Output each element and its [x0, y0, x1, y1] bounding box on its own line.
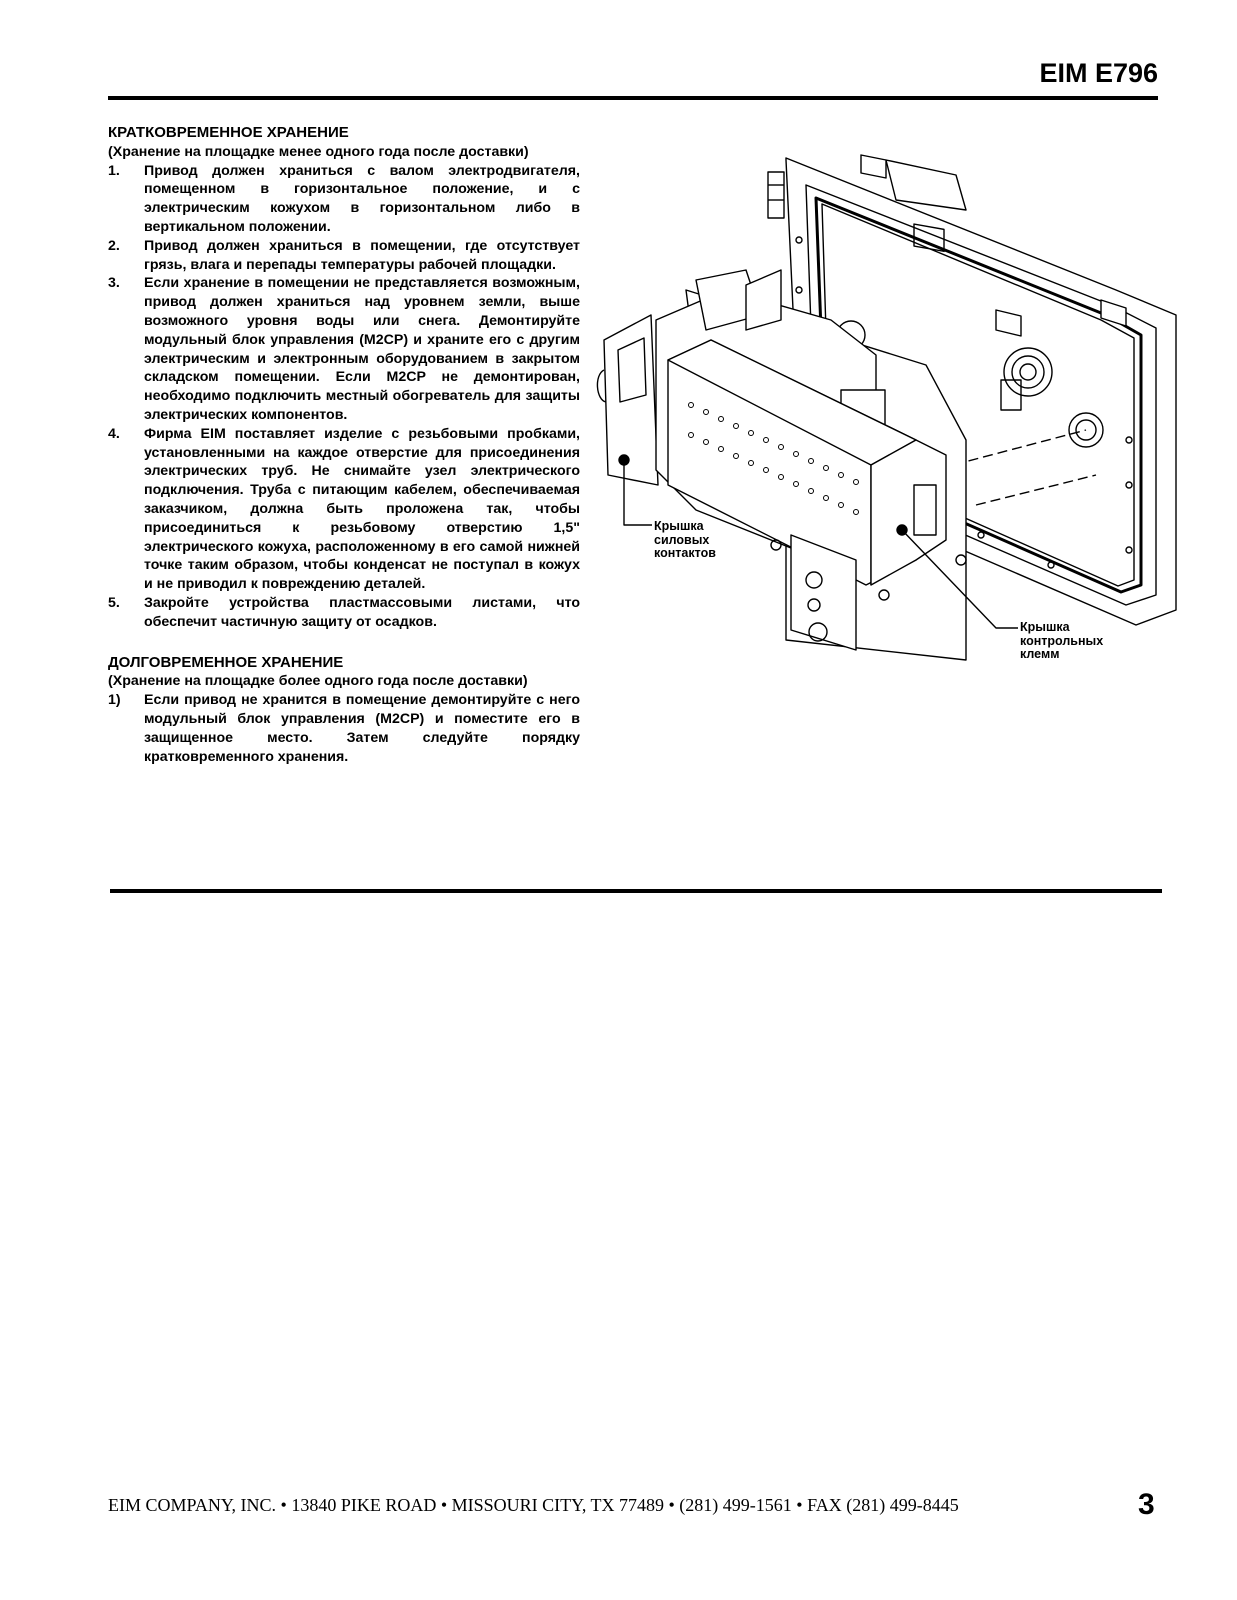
- item-number: 1): [108, 692, 121, 709]
- short-term-subheading: (Хранение на площадке менее одного года после доставки): [108, 143, 529, 160]
- gland-large: [1004, 348, 1052, 396]
- list-item: [108, 691, 580, 766]
- page-number: 3: [1138, 1488, 1155, 1521]
- section-gap: [108, 632, 580, 654]
- label-control-terminals-cover: Крышка контрольных клемм: [1020, 620, 1104, 661]
- document-title: EIM E796: [1039, 58, 1158, 88]
- item-text: Привод должен храниться с валом электродвигателя, помещенном в горизонтальное положение, и с электрическим кожухом в горизонтальном либо в вертикальном положении.: [144, 162, 580, 235]
- actuator-figure: [596, 140, 1196, 670]
- top-rule: [108, 96, 1158, 100]
- item-text: Закройте устройства пластмассовыми листами, что обеспечит частичную защиту от осадков.: [144, 594, 580, 630]
- item-text: Если хранение в помещении не представляется возможным, привод должен храниться над уровнем земли, выше возможного уровня воды или снега. Демонтируйте модульный блок управления (M2CP) и храните его с другим электрическим и электронным оборудованием в закрытом складском помещении. Если M2CP не демонтирован, необходимо подключить местный обогреватель для защиты электрических компонентов.: [144, 275, 580, 423]
- text-column: [108, 124, 580, 766]
- long-term-list: [108, 691, 580, 766]
- item-number: 5.: [108, 594, 120, 611]
- list-item: [108, 162, 580, 237]
- item-text: Если привод не хранится в помещение демонтируйте с него модульный блок управления (M2CP) и поместите его в защищенное место. Затем следуйте порядку кратковременного хранения.: [144, 692, 580, 765]
- footer-company-info: EIM COMPANY, INC. • 13840 PIKE ROAD • MISSOURI CITY, TX 77489 • (281) 499-1561 • FAX (281) 499-8445: [108, 1495, 959, 1515]
- item-text: Фирма EIM поставляет изделие с резьбовыми пробками, установленными на каждое отверстие для присоединения электрических труб. Не снимайте узел электрического подключения. Труба с питающим кабелем, обеспечиваемая заказчиком, должна быть проложена так, чтобы присоединиться к резьбовому отверстию 1,5" электрического кожуха, расположенному в его самой нижней точке таким образом, чтобы конденсат не поступал в кожух и не приводил к повреждению деталей.: [144, 425, 580, 593]
- short-term-list: [108, 162, 580, 632]
- item-number: 4.: [108, 425, 120, 442]
- hinge: [768, 172, 784, 218]
- long-term-heading: ДОЛГОВРЕМЕННОЕ ХРАНЕНИЕ: [108, 653, 344, 671]
- short-term-heading: КРАТКОВРЕМЕННОЕ ХРАНЕНИЕ: [108, 124, 349, 141]
- bolt-head: [861, 155, 886, 178]
- actuator-drawing: [596, 140, 1196, 670]
- item-text: Привод должен храниться в помещении, где отсутствует грязь, влага и перепады температуры рабочей площадки.: [144, 237, 580, 273]
- label-power-contacts-cover: Крышка силовых контактов: [654, 519, 716, 560]
- item-number: 2.: [108, 237, 120, 254]
- list-item: [108, 274, 580, 424]
- power-contacts-cover: [604, 315, 658, 485]
- long-term-subheading: (Хранение на площадке более одного года после доставки): [108, 673, 528, 690]
- list-item: [108, 594, 580, 632]
- list-item: [108, 237, 580, 275]
- bottom-rule: [110, 889, 1162, 893]
- list-item: [108, 425, 580, 594]
- item-number: 1.: [108, 162, 120, 179]
- item-number: 3.: [108, 275, 120, 292]
